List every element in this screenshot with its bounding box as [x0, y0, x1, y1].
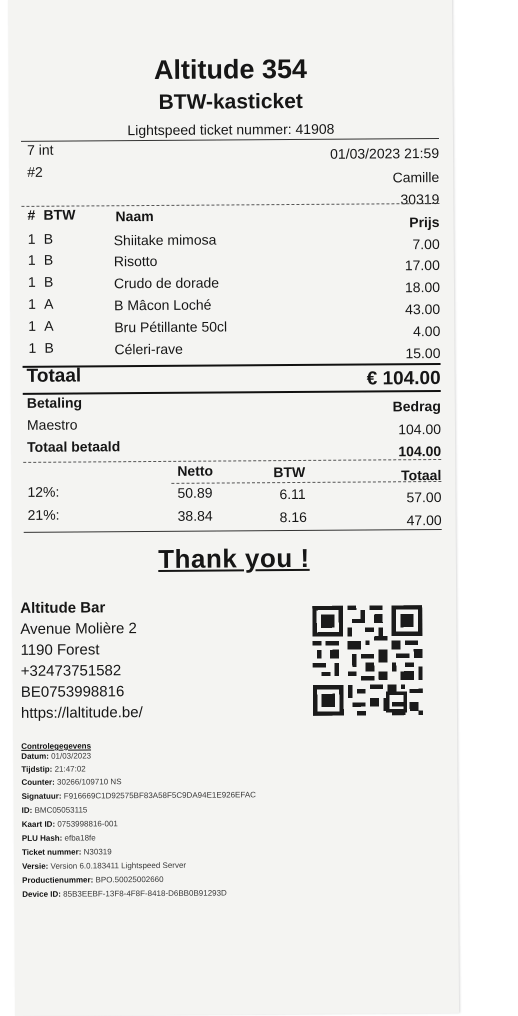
item-vat: B	[43, 251, 54, 268]
control-line: Counter: 30266/109710 NS	[21, 777, 122, 787]
item-price: 43.00	[405, 300, 441, 318]
divider	[24, 529, 442, 533]
payment-amount-header: Bedrag	[392, 397, 441, 415]
item-vat: B	[44, 339, 54, 356]
total-label: Totaal	[26, 365, 82, 387]
item-name: Céleri-rave	[114, 340, 183, 358]
item-name: Bru Pétillante 50cl	[114, 318, 228, 336]
seat-label: #2	[27, 163, 43, 180]
control-line: Signatuur: F916669C1D92575BF83A58F5C9DA94E1E926EFAC	[21, 790, 256, 801]
total-paid-amount: 104.00	[398, 442, 442, 460]
totaal-header: Totaal	[401, 466, 442, 484]
qr-code-icon	[312, 605, 423, 716]
divider	[21, 203, 439, 207]
payment-method-amount: 104.00	[398, 420, 442, 438]
control-line: Versie: Version 6.0.183411 Lightspeed Server	[22, 860, 187, 871]
item-price: 17.00	[404, 256, 440, 274]
business-city: 1190 Forest	[20, 641, 100, 659]
table-label: 7 int	[26, 141, 54, 158]
ticket-datetime: 01/03/2023 21:59	[330, 144, 440, 162]
vat-rate: 12%:	[27, 483, 60, 500]
payment-method: Maestro	[26, 416, 78, 433]
item-qty: 1	[28, 295, 36, 312]
vat-netto: 50.89	[177, 484, 213, 501]
item-name: Shiitake mimosa	[113, 231, 217, 249]
item-vat: B	[43, 230, 54, 247]
business-vat-number: BE0753998816	[20, 683, 125, 701]
vat-totaal: 47.00	[406, 511, 442, 529]
control-line: Datum: 01/03/2023	[21, 751, 92, 761]
vat-netto: 38.84	[177, 507, 213, 524]
control-line: Productienummer: BPO.50025002660	[22, 874, 164, 885]
payment-label: Betaling	[26, 394, 83, 411]
business-name: Altitude Bar	[20, 599, 106, 617]
control-line: Tijdstip: 21:47:02	[21, 764, 86, 774]
control-line: Ticket nummer: N30319	[21, 847, 112, 857]
total-paid-label: Totaal betaald	[27, 438, 121, 455]
vat-btw: 8.16	[279, 508, 307, 526]
item-name: B Mâcon Loché	[114, 296, 212, 314]
vat-btw: 6.11	[279, 485, 306, 503]
divider	[23, 390, 441, 395]
staff-id: 30319	[400, 190, 440, 208]
staff-name: Camille	[392, 168, 440, 186]
btw-header: BTW	[273, 463, 306, 481]
total-value: € 104.00	[366, 367, 441, 390]
item-qty: 1	[27, 251, 36, 268]
control-line: PLU Hash: efba18fe	[21, 833, 96, 843]
item-vat: A	[44, 317, 54, 334]
business-phone: +32473751582	[20, 662, 122, 680]
netto-header: Netto	[177, 462, 214, 479]
business-website: https://laltitude.be/	[20, 704, 143, 722]
vat-header: BTW	[43, 206, 76, 223]
divider	[23, 363, 441, 368]
item-name: Risotto	[113, 252, 158, 270]
receipt-paper	[8, 0, 459, 1016]
item-price: 7.00	[412, 235, 440, 253]
vat-totaal: 57.00	[406, 488, 442, 506]
divider	[21, 138, 439, 142]
item-qty: 1	[28, 339, 37, 356]
item-price: 4.00	[413, 322, 441, 340]
receipt-title: Altitude 354	[153, 53, 308, 85]
item-price: 15.00	[405, 344, 441, 362]
item-vat: B	[43, 273, 54, 290]
control-line: Kaart ID: 0753998816-001	[21, 819, 118, 829]
item-qty: 1	[27, 273, 36, 290]
item-price: 18.00	[404, 278, 441, 296]
divider	[23, 459, 441, 463]
name-header: Naam	[115, 207, 154, 225]
business-street: Avenue Molière 2	[20, 620, 137, 638]
ticket-number-line: Lightspeed ticket nummer: 41908	[127, 120, 335, 139]
qty-header: #	[27, 206, 36, 223]
item-qty: 1	[28, 317, 37, 334]
vat-rate: 21%:	[27, 506, 60, 523]
item-name: Crudo de dorade	[113, 274, 220, 292]
receipt-subtitle: BTW-kasticket	[158, 89, 303, 114]
item-vat: A	[44, 295, 54, 312]
thank-you-message: Thank you !	[158, 542, 310, 574]
control-line: ID: BMC05053115	[21, 805, 88, 815]
price-header: Prijs	[409, 213, 440, 231]
control-heading: Controlegegevens	[21, 741, 92, 751]
control-line: Device ID: 85B3EEBF-13F8-4F8F-8418-D6BB0B91293D	[22, 888, 227, 899]
item-qty: 1	[27, 230, 36, 247]
